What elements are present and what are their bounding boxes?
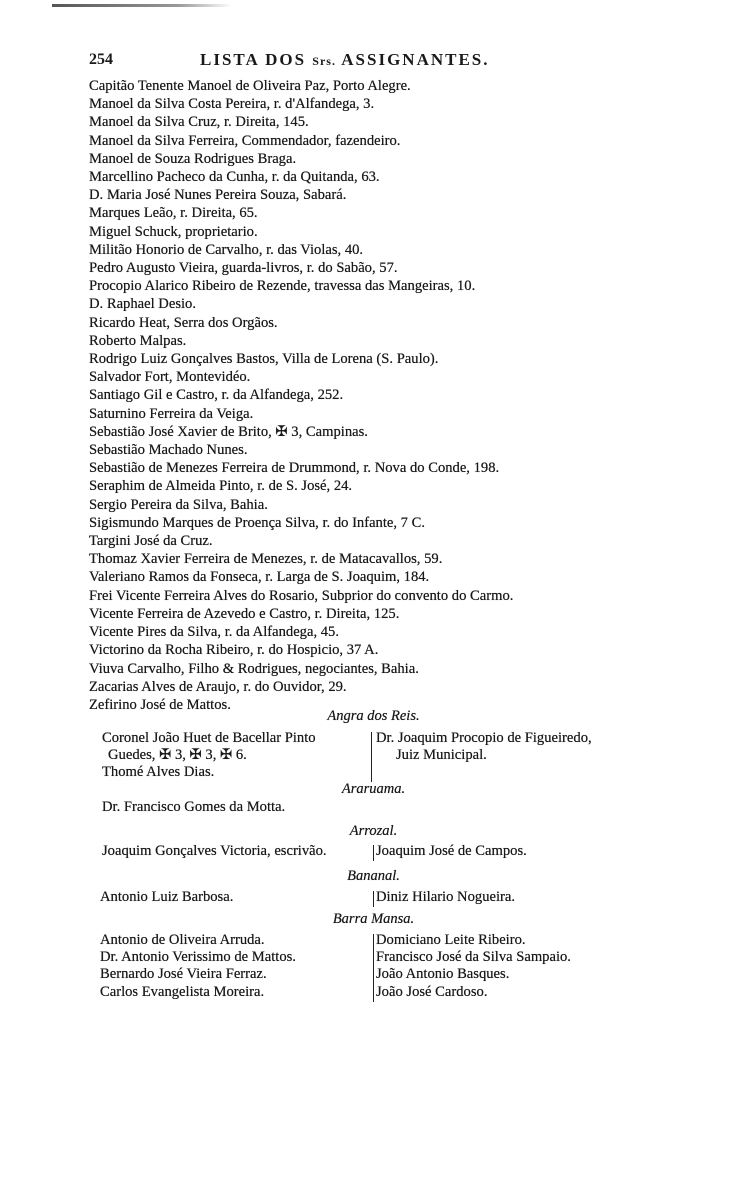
list-item: Rodrigo Luiz Gonçalves Bastos, Villa de Lorena (S. Paulo). — [89, 351, 439, 368]
list-item: Marques Leão, r. Direita, 65. — [89, 205, 258, 222]
section-heading-araruama: Araruama. — [341, 781, 406, 797]
list-item: Ricardo Heat, Serra dos Orgãos. — [89, 314, 278, 331]
list-item: Juiz Municipal. — [396, 747, 487, 764]
list-item: Seraphim de Almeida Pinto, r. de S. José, 24. — [89, 478, 353, 495]
list-item: Valeriano Ramos da Fonseca, r. Larga de S. Joaquim, 184. — [89, 569, 430, 586]
list-item: Victorino da Rocha Ribeiro, r. do Hospicio, 37 A. — [89, 642, 379, 659]
list-item: Francisco José da Silva Sampaio. — [376, 949, 571, 966]
list-item: Militão Honorio de Carvalho, r. das Violas, 40. — [89, 241, 364, 258]
list-item: Viuva Carvalho, Filho & Rodrigues, negociantes, Bahia. — [89, 660, 419, 677]
list-item: Dr. Antonio Verissimo de Mattos. — [100, 949, 296, 966]
araruama-left — [102, 799, 285, 816]
list-item: Sebastião Machado Nunes. — [89, 442, 248, 459]
list-item: Dr. Joaquim Procopio de Figueiredo, — [376, 730, 592, 746]
column-divider — [373, 891, 374, 907]
arrozal-right — [376, 843, 527, 860]
list-item: Santiago Gil e Castro, r. da Alfandega, 252. — [89, 387, 344, 404]
list-item: Diniz Hilario Nogueira. — [376, 889, 516, 905]
list-item: Vicente Ferreira de Azevedo e Castro, r. Direita, 125. — [89, 605, 400, 622]
list-item: Procopio Alarico Ribeiro de Rezende, travessa das Mangeiras, 10. — [89, 278, 476, 295]
list-item: Guedes, ✠ 3, ✠ 3, ✠ 6. — [108, 747, 247, 764]
arrozal-left — [102, 843, 327, 860]
list-item: Saturnino Ferreira da Veiga. — [89, 405, 254, 422]
list-item: Antonio Luiz Barbosa. — [100, 889, 234, 905]
list-item: Targini José da Cruz. — [89, 533, 213, 550]
section-heading-arrozal: Arrozal. — [349, 823, 398, 839]
column-divider — [371, 732, 372, 782]
list-item: Zacarias Alves de Araujo, r. do Ouvidor, 29. — [89, 678, 347, 695]
angra-right — [376, 730, 592, 764]
list-item: Joaquim José de Campos. — [376, 843, 527, 859]
column-divider — [373, 845, 374, 861]
list-item: Manoel da Silva Costa Pereira, r. d'Alfandega, 3. — [89, 96, 375, 113]
list-item: D. Maria José Nunes Pereira Souza, Sabará. — [89, 187, 347, 204]
barra-mansa-right — [376, 932, 571, 1001]
list-item: João José Cardoso. — [376, 983, 488, 1000]
list-item: Frei Vicente Ferreira Alves do Rosario, Subprior do convento do Carmo. — [89, 587, 514, 604]
list-item: Miguel Schuck, proprietario. — [89, 223, 258, 240]
list-item: Capitão Tenente Manoel de Oliveira Paz, Porto Alegre. — [89, 78, 411, 94]
scan-smudge — [52, 4, 232, 7]
list-item: Dr. Francisco Gomes da Motta. — [102, 799, 286, 815]
list-item: Salvador Fort, Montevidéo. — [89, 369, 251, 386]
list-item: João Antonio Basques. — [376, 966, 510, 983]
list-item: Joaquim Gonçalves Victoria, escrivão. — [102, 843, 327, 859]
list-item: D. Raphael Desio. — [89, 296, 196, 313]
title-end: ASSIGNANTES. — [341, 50, 490, 69]
list-item: Thomaz Xavier Ferreira de Menezes, r. de Matacavallos, 59. — [89, 551, 443, 568]
page-number: 254 — [89, 51, 113, 68]
list-item: Zefirino José de Mattos. — [89, 696, 231, 713]
list-item: Coronel João Huet de Bacellar Pinto — [102, 730, 316, 746]
list-item: Pedro Augusto Vieira, guarda-livros, r. do Sabão, 57. — [89, 260, 398, 277]
list-item: Sergio Pereira da Silva, Bahia. — [89, 496, 268, 513]
bananal-left — [100, 889, 233, 906]
section-heading-barra-mansa: Barra Mansa. — [332, 911, 415, 927]
list-item: Manoel da Silva Cruz, r. Direita, 145. — [89, 114, 309, 131]
angra-left — [102, 730, 316, 782]
list-item: Roberto Malpas. — [89, 332, 187, 349]
list-item: Sigismundo Marques de Proença Silva, r. do Infante, 7 C. — [89, 514, 426, 531]
page-title — [200, 50, 490, 70]
list-item: Sebastião de Menezes Ferreira de Drummond, r. Nova do Conde, 198. — [89, 460, 500, 477]
title-abbrev: Srs. — [312, 54, 336, 68]
list-item: Bernardo José Vieira Ferraz. — [100, 966, 267, 983]
barra-mansa-left — [100, 932, 296, 1001]
list-item: Vicente Pires da Silva, r. da Alfandega, 45. — [89, 624, 339, 641]
list-item: Domiciano Leite Ribeiro. — [376, 932, 526, 948]
list-item: Carlos Evangelista Moreira. — [100, 983, 265, 1000]
subscriber-list — [89, 77, 513, 714]
list-item: Marcellino Pacheco da Cunha, r. da Quitanda, 63. — [89, 169, 380, 186]
section-heading-bananal: Bananal. — [347, 868, 400, 884]
list-item: Sebastião José Xavier de Brito, ✠ 3, Campinas. — [89, 423, 368, 440]
list-item: Manoel da Silva Ferreira, Commendador, fazendeiro. — [89, 132, 401, 149]
column-divider — [373, 934, 374, 1002]
list-item: Thomé Alves Dias. — [102, 764, 215, 781]
title-main: LISTA DOS — [200, 50, 307, 69]
list-item: Antonio de Oliveira Arruda. — [100, 932, 265, 948]
bananal-right — [376, 889, 515, 906]
list-item: Manoel de Souza Rodrigues Braga. — [89, 150, 297, 167]
section-heading-angra: Angra dos Reis. — [327, 708, 420, 724]
